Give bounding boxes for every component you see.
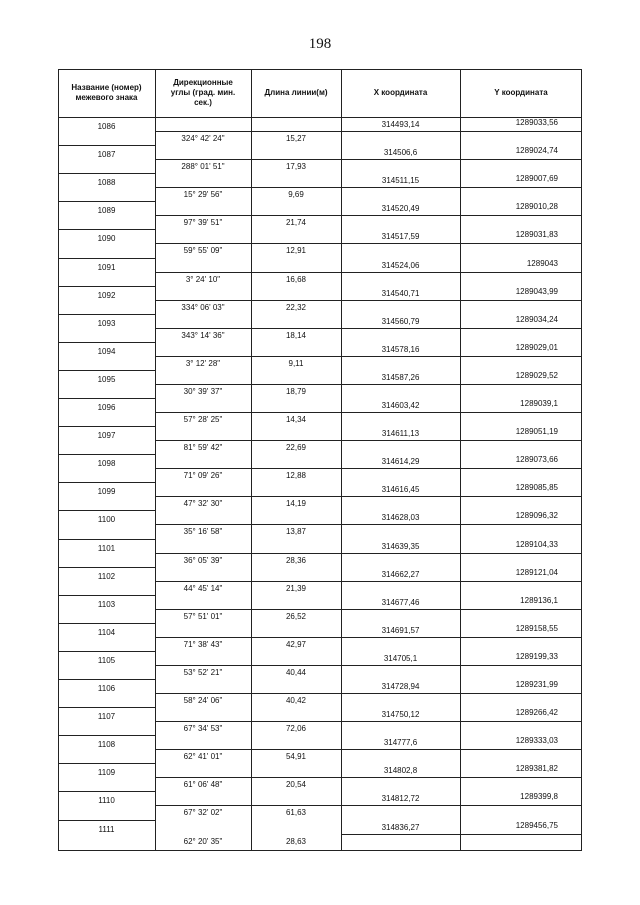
row-divider bbox=[58, 763, 155, 764]
x-coordinate: 314560,79 bbox=[381, 316, 420, 326]
row-divider bbox=[341, 243, 582, 244]
point-name: 1102 bbox=[97, 571, 116, 581]
line-length: 14,34 bbox=[285, 415, 307, 424]
coordinates-table bbox=[58, 69, 582, 851]
direction-angle: 35° 16' 58" bbox=[183, 527, 223, 537]
row-divider bbox=[155, 553, 341, 554]
row-divider bbox=[155, 665, 341, 666]
line-length: 28,63 bbox=[285, 836, 307, 846]
row-divider bbox=[58, 820, 155, 821]
x-coordinate: 314728,94 bbox=[381, 682, 420, 691]
direction-angle: 71° 09' 26" bbox=[183, 471, 223, 481]
direction-angle: 67° 34' 53" bbox=[183, 724, 223, 734]
row-divider bbox=[155, 581, 341, 582]
header-direction-angle: Дирекционные углы (град. мин. сек.) bbox=[170, 78, 236, 107]
row-divider bbox=[155, 440, 341, 441]
row-divider bbox=[155, 496, 341, 497]
x-coordinate: 314677,46 bbox=[381, 597, 420, 607]
row-divider bbox=[341, 131, 582, 132]
y-coordinate: 1289029,52 bbox=[515, 370, 558, 380]
point-name: 1096 bbox=[97, 403, 116, 412]
row-divider bbox=[341, 637, 582, 638]
line-length: 16,68 bbox=[285, 274, 307, 284]
row-divider bbox=[155, 159, 341, 160]
table-border-bottom bbox=[58, 850, 582, 851]
row-divider bbox=[341, 777, 582, 778]
direction-angle: 47° 32' 30" bbox=[183, 499, 223, 509]
point-name: 1103 bbox=[97, 599, 116, 609]
row-divider bbox=[155, 637, 341, 638]
y-coordinate: 1289007,69 bbox=[515, 174, 558, 184]
x-coordinate: 314662,27 bbox=[381, 569, 420, 579]
row-divider bbox=[155, 805, 341, 806]
direction-angle: 324° 42' 24" bbox=[181, 134, 225, 143]
x-coordinate: 314750,12 bbox=[381, 710, 420, 720]
direction-angle: 67° 32' 02" bbox=[183, 808, 223, 818]
row-divider bbox=[58, 595, 155, 596]
direction-angle: 288° 01' 51" bbox=[181, 162, 225, 172]
row-divider bbox=[341, 553, 582, 554]
row-divider bbox=[341, 159, 582, 160]
point-name: 1094 bbox=[97, 346, 116, 356]
line-length: 12,88 bbox=[285, 471, 307, 481]
row-divider bbox=[155, 384, 341, 385]
direction-angle: 62° 41' 01" bbox=[183, 752, 223, 762]
row-divider bbox=[58, 454, 155, 455]
line-length: 42,97 bbox=[285, 639, 307, 649]
point-name: 1095 bbox=[97, 374, 116, 384]
x-coordinate: 314587,26 bbox=[381, 372, 420, 382]
row-divider bbox=[58, 567, 155, 568]
row-divider bbox=[341, 440, 582, 441]
row-divider bbox=[341, 721, 582, 722]
row-divider bbox=[58, 145, 155, 146]
y-coordinate: 1289456,75 bbox=[515, 820, 558, 830]
point-name: 1086 bbox=[97, 122, 116, 131]
x-coordinate: 314520,49 bbox=[381, 204, 420, 214]
direction-angle: 3° 12' 28" bbox=[185, 358, 221, 368]
line-length: 21,39 bbox=[285, 583, 307, 593]
y-coordinate: 1289073,66 bbox=[515, 455, 558, 465]
row-divider bbox=[155, 131, 341, 132]
y-coordinate: 1289085,85 bbox=[515, 483, 558, 493]
point-name: 1108 bbox=[97, 740, 116, 750]
row-divider bbox=[58, 201, 155, 202]
row-divider bbox=[341, 215, 582, 216]
point-name: 1111 bbox=[98, 824, 115, 834]
direction-angle: 61° 06' 48" bbox=[183, 780, 223, 790]
x-coordinate: 314578,16 bbox=[381, 344, 420, 354]
line-length: 54,91 bbox=[285, 752, 307, 762]
row-divider bbox=[341, 187, 582, 188]
row-divider bbox=[341, 524, 582, 525]
x-coordinate: 314511,15 bbox=[381, 176, 420, 186]
header-x-coordinate: X координата bbox=[373, 88, 428, 97]
line-length: 18,14 bbox=[285, 330, 307, 340]
row-divider bbox=[155, 468, 341, 469]
direction-angle: 343° 14' 36" bbox=[181, 330, 225, 340]
point-name: 1105 bbox=[97, 655, 116, 665]
row-divider bbox=[155, 243, 341, 244]
x-coordinate: 314540,71 bbox=[381, 288, 420, 298]
y-coordinate: 1289043 bbox=[526, 258, 558, 268]
y-coordinate: 1289199,33 bbox=[515, 651, 558, 661]
row-divider bbox=[155, 693, 341, 694]
y-coordinate: 1289158,55 bbox=[515, 623, 558, 633]
x-coordinate: 314524,06 bbox=[381, 260, 420, 270]
line-length: 14,19 bbox=[285, 499, 307, 509]
point-name: 1104 bbox=[97, 627, 116, 637]
row-divider bbox=[58, 314, 155, 315]
row-divider bbox=[155, 749, 341, 750]
direction-angle: 57° 28' 25" bbox=[183, 415, 223, 424]
y-coordinate: 1289031,83 bbox=[515, 230, 558, 240]
row-divider bbox=[58, 539, 155, 540]
x-coordinate: 314611,13 bbox=[381, 429, 420, 439]
line-length: 22,32 bbox=[285, 302, 307, 312]
row-divider bbox=[58, 679, 155, 680]
row-divider bbox=[58, 229, 155, 230]
header-line-length: Длина линии(м) bbox=[264, 88, 328, 97]
x-coordinate: 314628,03 bbox=[381, 513, 420, 523]
x-coordinate: 314639,35 bbox=[381, 541, 420, 551]
line-length: 28,36 bbox=[285, 555, 307, 565]
point-name: 1088 bbox=[97, 178, 116, 188]
line-length: 9,11 bbox=[288, 358, 304, 368]
row-divider bbox=[341, 609, 582, 610]
direction-angle: 30° 39' 37" bbox=[183, 386, 223, 396]
row-divider bbox=[341, 693, 582, 694]
direction-angle: 58° 24' 06" bbox=[183, 696, 223, 705]
row-divider bbox=[155, 356, 341, 357]
point-name: 1098 bbox=[97, 459, 116, 469]
row-divider bbox=[58, 510, 155, 511]
row-divider bbox=[58, 173, 155, 174]
row-divider bbox=[58, 791, 155, 792]
direction-angle: 44° 45' 14" bbox=[183, 583, 223, 593]
row-divider bbox=[58, 398, 155, 399]
y-coordinate: 1289266,42 bbox=[515, 708, 558, 718]
row-divider bbox=[58, 426, 155, 427]
row-divider bbox=[155, 187, 341, 188]
x-coordinate: 314603,42 bbox=[381, 401, 420, 410]
row-divider bbox=[341, 356, 582, 357]
line-length: 40,44 bbox=[285, 667, 307, 677]
x-coordinate: 314506,6 bbox=[383, 148, 418, 158]
direction-angle: 62° 20' 35" bbox=[183, 836, 223, 846]
row-divider bbox=[58, 286, 155, 287]
y-coordinate: 1289034,24 bbox=[515, 314, 558, 324]
line-length: 20,54 bbox=[285, 780, 307, 790]
direction-angle: 71° 38' 43" bbox=[183, 639, 223, 649]
y-coordinate: 1289121,04 bbox=[515, 567, 558, 577]
row-divider bbox=[341, 272, 582, 273]
row-divider bbox=[341, 665, 582, 666]
row-divider bbox=[58, 342, 155, 343]
row-divider bbox=[341, 328, 582, 329]
row-divider bbox=[58, 735, 155, 736]
y-coordinate: 1289333,03 bbox=[515, 736, 558, 746]
direction-angle: 53° 52' 21" bbox=[183, 667, 223, 677]
line-length: 22,69 bbox=[285, 443, 307, 453]
row-divider bbox=[58, 651, 155, 652]
direction-angle: 36° 05' 39" bbox=[183, 555, 223, 565]
point-name: 1091 bbox=[97, 262, 116, 272]
header-point-name: Название (номер) межевого знака bbox=[71, 83, 142, 102]
point-name: 1097 bbox=[97, 431, 116, 441]
line-length: 15,27 bbox=[285, 134, 307, 143]
point-name: 1110 bbox=[98, 796, 115, 806]
point-name: 1090 bbox=[97, 234, 116, 244]
x-coordinate: 314705,1 bbox=[383, 653, 418, 663]
point-name: 1099 bbox=[97, 487, 116, 497]
line-length: 13,87 bbox=[285, 527, 307, 537]
point-name: 1109 bbox=[97, 768, 116, 778]
row-divider bbox=[58, 623, 155, 624]
y-coordinate: 1289399,8 bbox=[520, 792, 558, 802]
point-name: 1089 bbox=[97, 206, 116, 216]
line-length: 26,52 bbox=[285, 611, 307, 621]
row-divider bbox=[341, 834, 582, 835]
x-coordinate: 314802,8 bbox=[383, 766, 418, 776]
y-coordinate: 1289096,32 bbox=[515, 511, 558, 521]
row-divider bbox=[155, 524, 341, 525]
row-divider bbox=[341, 581, 582, 582]
point-name: 1093 bbox=[97, 318, 116, 328]
row-divider bbox=[155, 777, 341, 778]
row-divider bbox=[155, 609, 341, 610]
line-length: 18,79 bbox=[285, 386, 307, 396]
x-coordinate: 314614,29 bbox=[381, 457, 420, 467]
direction-angle: 15° 29' 56" bbox=[183, 190, 223, 200]
y-coordinate: 1289381,82 bbox=[515, 764, 558, 774]
header-y-coordinate: Y координата bbox=[494, 88, 548, 97]
row-divider bbox=[155, 272, 341, 273]
row-divider bbox=[155, 721, 341, 722]
direction-angle: 3° 24' 10" bbox=[185, 274, 221, 284]
y-coordinate: 1289051,19 bbox=[515, 427, 558, 437]
x-coordinate: 314493,14 bbox=[381, 120, 420, 129]
direction-angle: 81° 59' 42" bbox=[183, 443, 223, 453]
row-divider bbox=[341, 749, 582, 750]
y-coordinate: 1289136,1 bbox=[520, 595, 558, 605]
row-divider bbox=[155, 215, 341, 216]
page-number: 198 bbox=[308, 36, 332, 52]
y-coordinate: 1289231,99 bbox=[515, 680, 558, 689]
row-divider bbox=[58, 258, 155, 259]
y-coordinate: 1289029,01 bbox=[515, 342, 558, 352]
y-coordinate: 1289104,33 bbox=[515, 539, 558, 549]
point-name: 1106 bbox=[97, 684, 116, 693]
direction-angle: 59° 55' 09" bbox=[183, 246, 223, 256]
row-divider bbox=[58, 707, 155, 708]
row-divider bbox=[341, 805, 582, 806]
point-name: 1087 bbox=[97, 150, 116, 160]
point-name: 1107 bbox=[97, 712, 116, 722]
row-divider bbox=[58, 370, 155, 371]
y-coordinate: 1289039,1 bbox=[520, 399, 558, 408]
y-coordinate: 1289043,99 bbox=[515, 286, 558, 296]
row-divider bbox=[155, 328, 341, 329]
row-divider bbox=[341, 412, 582, 413]
line-length: 40,42 bbox=[285, 696, 307, 705]
x-coordinate: 314616,45 bbox=[381, 485, 420, 495]
row-divider bbox=[155, 412, 341, 413]
y-coordinate: 1289033,56 bbox=[515, 118, 558, 127]
row-divider bbox=[341, 384, 582, 385]
y-coordinate: 1289024,74 bbox=[515, 146, 558, 156]
point-name: 1100 bbox=[97, 515, 116, 525]
line-length: 12,91 bbox=[285, 246, 307, 256]
line-length: 72,06 bbox=[285, 724, 307, 734]
row-divider bbox=[341, 468, 582, 469]
x-coordinate: 314777,6 bbox=[383, 738, 418, 748]
row-divider bbox=[58, 482, 155, 483]
x-coordinate: 314517,59 bbox=[381, 232, 420, 242]
line-length: 9,69 bbox=[288, 190, 304, 200]
line-length: 17,93 bbox=[285, 162, 307, 172]
row-divider bbox=[341, 300, 582, 301]
x-coordinate: 314812,72 bbox=[381, 794, 420, 804]
y-coordinate: 1289010,28 bbox=[515, 202, 558, 212]
direction-angle: 57° 51' 01" bbox=[183, 611, 223, 621]
x-coordinate: 314836,27 bbox=[381, 822, 420, 832]
row-divider bbox=[341, 496, 582, 497]
direction-angle: 334° 06' 03" bbox=[181, 302, 225, 312]
row-divider bbox=[155, 300, 341, 301]
point-name: 1092 bbox=[97, 290, 116, 300]
line-length: 21,74 bbox=[285, 218, 307, 228]
direction-angle: 97° 39' 51" bbox=[183, 218, 223, 228]
x-coordinate: 314691,57 bbox=[381, 625, 420, 635]
line-length: 61,63 bbox=[285, 808, 307, 818]
point-name: 1101 bbox=[97, 543, 116, 553]
